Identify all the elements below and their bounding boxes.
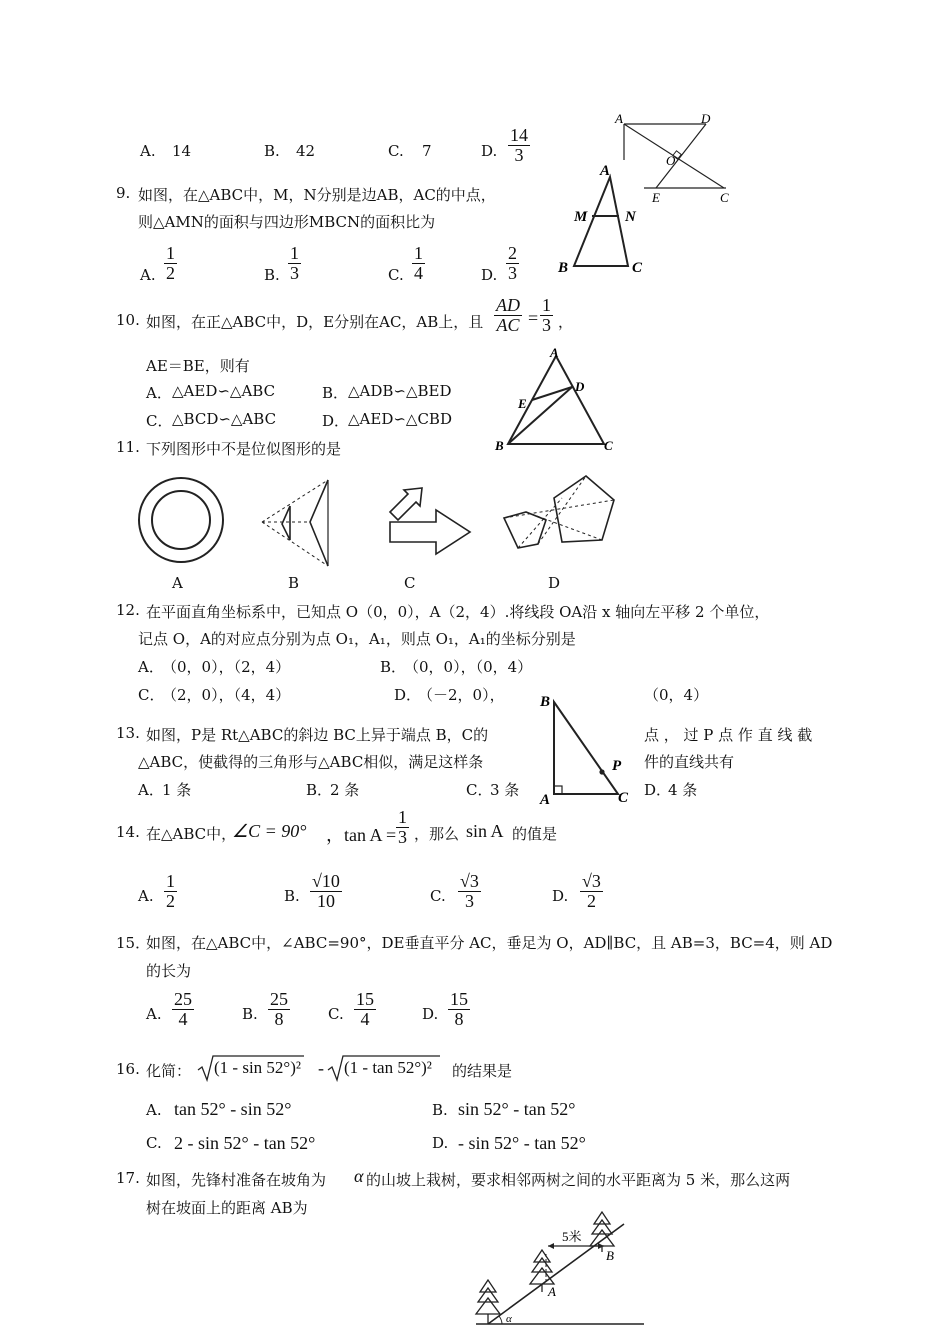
q14-option-b-denominator: 10 [316, 890, 335, 911]
q17-tree-b [590, 1212, 614, 1252]
q11-figure-c-small-arrow [390, 488, 422, 520]
q11-figure-d-ray-1 [526, 512, 602, 540]
q8-option-d-fraction [508, 126, 530, 165]
q10-stem-line1: 如图，在正△ABC中，D，E分别在AC，AB上，且 [146, 313, 484, 331]
q9-option-c-numerator: 1 [414, 243, 423, 263]
q13-right-angle-mark [554, 786, 562, 794]
q14-tail: 的值是 [512, 825, 558, 843]
q9-option-d-numerator: 2 [508, 243, 517, 263]
q13-figure [536, 690, 636, 810]
q10-option-d-text: △AED∽△CBD [348, 410, 452, 428]
q15-option-b-letter: B. [242, 1005, 258, 1023]
q15-option-c-fraction [354, 990, 376, 1029]
q16-expression-1: (1 - sin 52°)² [214, 1058, 301, 1077]
q15-stem-line1: 如图，在△ABC中，∠ABC=90°，DE垂直平分 AC，垂足为 O，AD∥BC，且 AB=3，BC=4，则 AD [146, 934, 833, 952]
q9-option-a-letter: A. [140, 266, 156, 284]
q8-option-d-numerator: 14 [510, 125, 528, 145]
q10-stem-line1-end: ， [558, 313, 574, 331]
q11-figure-d-ray-2 [538, 476, 586, 544]
q8-option-a-letter: A. [140, 142, 156, 160]
q10-rhs-denominator: 3 [542, 314, 551, 335]
q14-option-c-denominator: 3 [464, 890, 474, 911]
q17-stem-line1-b: 的山坡上栽树，要求相邻两树之间的水平距离为 5 米，那么这两 [366, 1171, 791, 1189]
q8-option-b-letter: B. [264, 142, 280, 160]
q8-option-d-letter: D. [481, 142, 498, 160]
q14-option-a-letter: A. [138, 887, 154, 905]
q12-stem-line2: 记点 O，A的对应点分别为点 O₁，A₁，则点 O₁，A₁的坐标分别是 [138, 630, 576, 648]
q13-stem-line2-left: △ABC，使截得的三角形与△ABC相似，满足这样条 [138, 753, 484, 771]
q12-stem-line1: 在平面直角坐标系中，已知点 O（0，0），A（2，4）.将线段 OA沿 x 轴向左平移 2 个单位， [146, 603, 770, 621]
q12-option-c-text: （2，0），（4，4） [162, 686, 291, 704]
q14-option-c-numerator: √3 [460, 871, 479, 891]
q10-option-d-letter: D． [322, 412, 350, 430]
q15-option-d-denominator: 8 [454, 1008, 464, 1029]
q9-option-a-numerator: 1 [166, 243, 175, 263]
q15-option-a-letter: A. [146, 1005, 162, 1023]
q8-label-d: D [701, 111, 711, 126]
q17-slope-line [488, 1224, 624, 1324]
q11-figure-b-ray-1 [262, 480, 328, 522]
q10-label-c: C [604, 438, 613, 453]
q16-expression-2: (1 - tan 52°)² [344, 1058, 432, 1077]
q8-label-e: E [652, 190, 660, 205]
q14-option-b-numerator: √10 [312, 871, 340, 891]
q11-figure-b-outer-triangle [310, 480, 328, 566]
q17-angle-arc [499, 1316, 502, 1324]
q13-number: 13. [116, 724, 140, 742]
q14-option-c-letter: C. [430, 887, 446, 905]
q14-tan-fraction [396, 808, 409, 847]
q16-option-b-letter: B. [432, 1101, 448, 1119]
q9-options [140, 244, 540, 288]
q14-number: 14. [116, 823, 140, 841]
q17-alpha: α [354, 1166, 364, 1186]
q17-stem-line2: 树在坡面上的距离 AB为 [146, 1199, 308, 1217]
q8-option-c-letter: C. [388, 142, 404, 160]
q14-tan-denominator: 3 [398, 826, 407, 847]
q17-stem-line1-a: 如图，先锋村准备在坡角为 [146, 1171, 327, 1189]
q10-option-c-text: △BCD∽△ABC [172, 410, 277, 428]
q8-label-o: O [666, 153, 676, 168]
q8-option-b-text: 42 [296, 142, 316, 160]
q11-figures [132, 472, 632, 572]
q11-stem: 下列图形中不是位似图形的是 [146, 440, 342, 458]
q17-label-b: B [606, 1248, 614, 1263]
q8-label-c: C [720, 190, 729, 205]
q9-option-d-denominator: 3 [508, 262, 517, 283]
q10-figure [492, 346, 632, 456]
q12-option-b-text: （0，0），（0，4） [404, 658, 533, 676]
q11-figure-a-inner-circle [152, 491, 210, 549]
q9-option-d-fraction [506, 244, 519, 283]
q11-number: 11. [116, 438, 140, 456]
q14-prefix: 在△ABC中， [146, 825, 237, 843]
q8-option-d-denominator: 3 [514, 144, 524, 165]
q10-option-c-letter: C． [146, 412, 173, 430]
q9-option-c-denominator: 4 [414, 262, 423, 283]
q13-option-c-text: 3 条 [490, 781, 520, 799]
q13-option-c-letter: C． [466, 781, 493, 799]
q10-option-b-letter: B． [322, 384, 349, 402]
q15-number: 15． [116, 934, 151, 952]
q14-angle: ∠C = 90° [232, 821, 307, 841]
q16-option-c-letter: C. [146, 1134, 162, 1152]
q10-stem-line2: AE＝BE，则有 [146, 357, 250, 375]
q11-figure-d-ray-3 [504, 500, 614, 518]
q9-number: 9. [116, 184, 131, 202]
q12-option-d-letter: D． [394, 686, 422, 704]
q14-option-a-fraction [164, 872, 177, 911]
q10-label-b: B [495, 438, 504, 453]
q13-label-p: P [612, 758, 622, 774]
q16-number: 16. [116, 1060, 140, 1078]
q10-label-a: A [550, 345, 559, 360]
q16-minus: - [318, 1058, 324, 1078]
q15-option-c-numerator: 15 [356, 989, 374, 1009]
q14-option-a-denominator: 2 [166, 890, 175, 911]
q15-stem-line2: 的长为 [146, 962, 192, 980]
q11-caption-b: B [288, 574, 300, 592]
q9-label-a: A [600, 163, 611, 179]
q13-option-b-text: 2 条 [330, 781, 360, 799]
q10-ratio-fraction [494, 296, 522, 335]
q9-option-a-denominator: 2 [166, 262, 175, 283]
q16-tail: 的结果是 [452, 1062, 513, 1080]
q17-figure [468, 1208, 648, 1338]
q8-label-a: A [615, 111, 623, 126]
q13-triangle-abc [554, 702, 618, 794]
q10-option-a-letter: A． [146, 384, 172, 402]
q15-option-b-denominator: 8 [274, 1008, 284, 1029]
q9-option-a-fraction [164, 244, 177, 283]
q11-figure-b-inner-triangle [282, 506, 290, 540]
q9-label-c: C [632, 260, 643, 276]
q13-label-b: B [540, 694, 551, 710]
q17-distance-arrowhead-left [548, 1243, 554, 1249]
q9-option-b-numerator: 1 [290, 243, 299, 263]
q9-option-b-letter: B. [264, 266, 280, 284]
q10-equals-sign: = [528, 308, 539, 328]
q13-option-a-text: 1 条 [162, 781, 192, 799]
q16-option-a-letter: A. [146, 1101, 162, 1119]
q16-option-c-text: 2 - sin 52° - tan 52° [174, 1133, 316, 1153]
q12-option-d-tail: （0，4） [644, 686, 709, 704]
q9-label-n: N [625, 209, 636, 225]
q14-option-a-numerator: 1 [166, 871, 175, 891]
q15-option-b-numerator: 25 [270, 989, 288, 1009]
q16-option-b-text: sin 52° - tan 52° [458, 1099, 576, 1119]
q11-figure-b-ray-3 [262, 522, 328, 566]
q9-option-c-letter: C. [388, 266, 404, 284]
q17-label-alpha: α [506, 1313, 512, 1325]
q14-option-d-numerator: √3 [582, 871, 601, 891]
q14-tan: ，tan A = [326, 825, 397, 845]
q9-label-b: B [558, 260, 569, 276]
q16-option-d-text: - sin 52° - tan 52° [458, 1133, 586, 1153]
q17-label-distance: 5米 [562, 1229, 582, 1244]
q14-sin: sin A [466, 821, 504, 841]
q11-caption-a: A [172, 574, 183, 592]
q12-number: 12. [116, 601, 140, 619]
q15-option-d-fraction [448, 990, 470, 1029]
q13-stem-line1-left: 如图，P是 Rt△ABC的斜边 BC上异于端点 B，C的 [146, 726, 489, 744]
q12-option-d-text: （－2，0）， [418, 686, 505, 704]
q8-options [140, 140, 540, 176]
q9-label-m: M [574, 209, 588, 225]
q17-label-a: A [548, 1284, 556, 1299]
q15-option-a-fraction [172, 990, 194, 1029]
q15-option-a-denominator: 4 [178, 1008, 188, 1029]
q11-caption-c: C [404, 574, 416, 592]
q9-figure [556, 160, 666, 280]
q14-option-d-letter: D. [552, 887, 569, 905]
q13-label-c: C [618, 790, 629, 806]
q14-option-b-letter: B. [284, 887, 300, 905]
q15-option-b-fraction [268, 990, 290, 1029]
q9-stem-line2: 则△AMN的面积与四边形MBCN的面积比为 [138, 213, 436, 231]
q10-rhs-fraction [540, 296, 553, 335]
q12-option-c-letter: C． [138, 686, 165, 704]
q16-option-d-letter: D. [432, 1134, 449, 1152]
q13-option-b-letter: B． [306, 781, 333, 799]
q8-option-a-text: 14 [172, 142, 192, 160]
q10-ratio-numerator: AD [496, 295, 520, 315]
q10-number: 10. [116, 311, 140, 329]
q15-option-c-letter: C. [328, 1005, 344, 1023]
q13-option-d-letter: D． [644, 781, 672, 799]
q13-point-p [599, 769, 604, 774]
q17-number: 17. [116, 1169, 140, 1187]
q10-label-d: D [575, 379, 585, 394]
q13-stem-line2-right: 件的直线共有 [644, 753, 735, 771]
q13-option-d-text: 4 条 [668, 781, 698, 799]
q14-tan-numerator: 1 [398, 807, 407, 827]
q14-option-b-fraction [310, 872, 342, 911]
q12-option-b-letter: B． [380, 658, 407, 676]
q15-option-d-letter: D. [422, 1005, 439, 1023]
q14-option-c-fraction [458, 872, 481, 911]
q15-option-c-denominator: 4 [360, 1008, 370, 1029]
q16-option-a-text: tan 52° - sin 52° [174, 1099, 292, 1119]
q9-option-b-fraction [288, 244, 301, 283]
q13-stem-line1-right: 点 ， 过 P 点 作 直 线 截 [644, 726, 813, 744]
q12-option-a-text: （0，0），（2，4） [162, 658, 291, 676]
q10-ratio-denominator: AC [496, 314, 520, 335]
q13-label-a: A [540, 792, 551, 808]
q9-stem-line1: 如图，在△ABC中，M，N分别是边AB，AC的中点， [138, 186, 496, 204]
q13-option-a-letter: A． [138, 781, 164, 799]
q9-option-b-denominator: 3 [290, 262, 299, 283]
q9-option-d-letter: D. [481, 266, 498, 284]
q15-option-a-numerator: 25 [174, 989, 192, 1009]
q15-option-d-numerator: 15 [450, 989, 468, 1009]
q14-option-d-denominator: 2 [586, 890, 596, 911]
q12-option-a-letter: A． [138, 658, 164, 676]
q10-option-a-text: △AED∽△ABC [172, 382, 276, 400]
q10-option-b-text: △ADB∽△BED [348, 382, 452, 400]
q14-option-d-fraction [580, 872, 603, 911]
q8-option-c-text: 7 [422, 142, 432, 160]
q16-prefix: 化简： [146, 1062, 192, 1080]
q14-suffix: ，那么 [414, 825, 460, 843]
q11-caption-d: D [548, 574, 561, 592]
q10-rhs-numerator: 1 [542, 295, 551, 315]
q10-label-e: E [518, 396, 527, 411]
q9-option-c-fraction [412, 244, 425, 283]
